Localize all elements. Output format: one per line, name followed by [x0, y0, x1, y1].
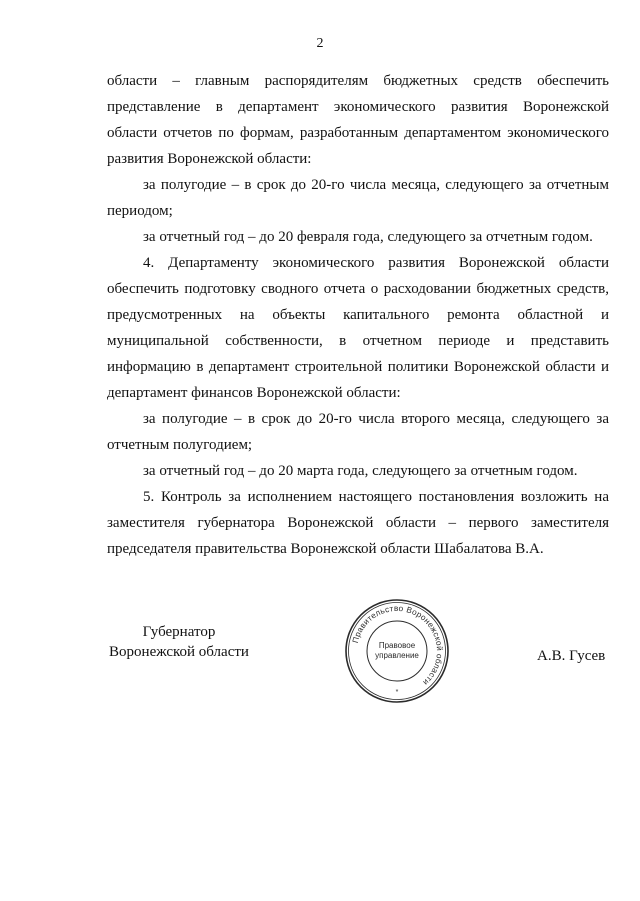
paragraph-item-5: [107, 484, 609, 562]
paragraph-half-year-deadline-2: [107, 406, 609, 458]
text-line: области отчетов по формам, разработанным департаментом экономического: [107, 125, 609, 141]
text-line: муниципальной собственности, в отчетном периоде и представить: [107, 333, 609, 349]
text-line: отчетным полугодием;: [107, 437, 253, 453]
position-title: Губернатор: [142, 624, 216, 640]
text-line: информацию в департамент строительной политики Воронежской области и: [107, 359, 609, 375]
official-stamp: [344, 598, 450, 704]
text-line: департамент финансов Воронежской области:: [107, 385, 401, 401]
text-line: за полугодие – в срок до 20-го числа месяца, следующего за отчетным: [143, 177, 609, 193]
paragraph-annual-deadline-2: [107, 458, 609, 484]
text-line: представление в департамент экономического развития Воронежской: [107, 99, 609, 115]
text-line: предусмотренных на объекты капитального ремонта областной и: [107, 307, 609, 323]
paragraph-annual-deadline: [107, 224, 609, 250]
signatory-position: [104, 622, 254, 662]
text-line: периодом;: [107, 203, 173, 219]
text-line: 4. Департаменту экономического развития Воронежской области: [143, 255, 609, 271]
text-line: председателя правительства Воронежской области Шабалатова В.А.: [107, 541, 544, 557]
text-line: за отчетный год – до 20 февраля года, следующего за отчетным годом.: [143, 229, 593, 245]
page-number: 2: [316, 36, 324, 51]
stamp-star: *: [395, 689, 399, 696]
text-line: за отчетный год – до 20 марта года, следующего за отчетным годом.: [143, 463, 578, 479]
text-line: обеспечить подготовку сводного отчета о расходовании бюджетных средств,: [107, 281, 609, 297]
text-line: за полугодие – в срок до 20-го числа второго месяца, следующего за: [143, 411, 609, 427]
text-line: заместителя губернатора Воронежской области – первого заместителя: [107, 515, 609, 531]
paragraph-item-4: [107, 250, 609, 406]
position-region: Воронежской области: [109, 644, 249, 660]
text-line: области – главным распорядителям бюджетных средств обеспечить: [107, 73, 609, 89]
stamp-ring-text: Правительство Воронежской области: [350, 603, 445, 688]
paragraph-half-year-deadline: [107, 172, 609, 224]
text-line: развития Воронежской области:: [107, 151, 312, 167]
stamp-center-line2: управление: [375, 651, 419, 660]
paragraph-reporting-forms: [107, 68, 609, 172]
document-body: [107, 68, 609, 562]
stamp-center-line1: Правовое: [378, 641, 416, 650]
text-line: 5. Контроль за исполнением настоящего постановления возложить на: [143, 489, 609, 505]
signatory-name: А.В. Гусев: [537, 648, 606, 664]
